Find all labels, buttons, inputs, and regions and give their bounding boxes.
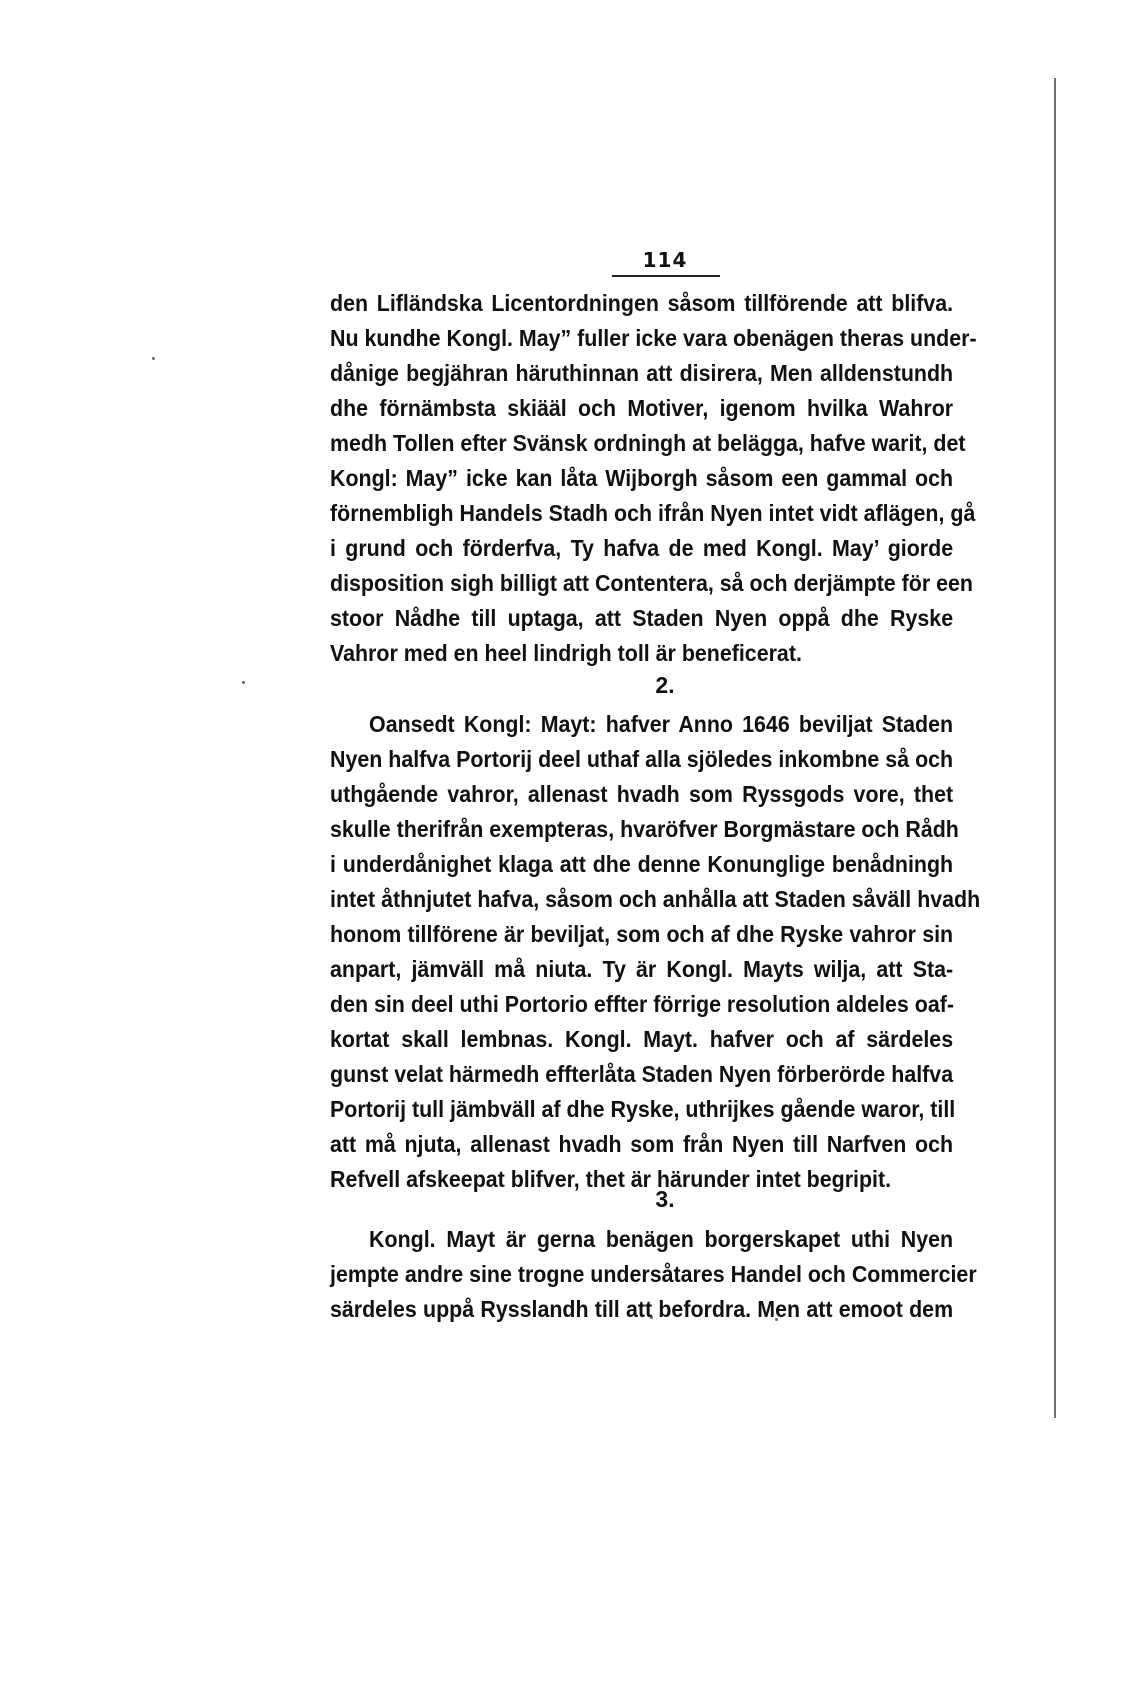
text-line: Nyen halfva Portorij deel uthaf alla sjöledes inkombne så och	[330, 746, 954, 772]
page-edge-line	[1054, 78, 1056, 1418]
page-number: 114	[642, 248, 688, 272]
text-line: stoor Nådhe till uptaga, att Staden Nyen oppå dhe Ryske	[330, 605, 954, 631]
text-line: Kongl: May” icke kan låta Wijborgh såsom een gammal och	[330, 465, 954, 491]
text-line: skulle therifrån exempteras, hvaröfver Borgmästare och Rådh	[330, 816, 959, 842]
text-line: intet åthnjutet hafva, såsom och anhålla att Staden såväll hvadh	[330, 886, 981, 912]
header-rule	[612, 275, 720, 277]
ink-speck	[152, 357, 155, 360]
text-line: uthgående vahror, allenast hvadh som Ryssgods vore, thet	[330, 781, 954, 807]
text-line: dånige begjähran häruthinnan att disirera, Men alldenstundh	[330, 360, 954, 386]
paragraph-3	[330, 1222, 977, 1327]
text-line: Vahror med en heel lindrigh toll är beneficerat.	[330, 640, 802, 666]
text-line: Refvell afskeepat blifver, thet är härunder intet begripit.	[330, 1166, 892, 1192]
text-line: Oansedt Kongl: Mayt: hafver Anno 1646 beviljat Staden	[369, 711, 954, 737]
page-number-header	[610, 248, 720, 272]
text-line: gunst velat härmedh effterlåta Staden Nyen förberörde halfva	[330, 1061, 954, 1087]
text-line: förnembligh Handels Stadh och ifrån Nyen intet vidt aflägen, gå	[330, 500, 976, 526]
text-line: anpart, jämväll må niuta. Ty är Kongl. Mayts wilja, att Sta-	[330, 956, 954, 982]
ink-speck	[242, 681, 245, 684]
text-line: Kongl. Mayt är gerna benägen borgerskapet uthi Nyen	[369, 1226, 954, 1252]
section-number-3: 3.	[655, 1186, 675, 1212]
text-line: jempte andre sine trogne undersåtares Handel och Commercier	[330, 1261, 977, 1287]
text-line: den Lifländska Licentordningen såsom tillförende att blifva.	[330, 290, 954, 316]
text-line: den sin deel uthi Portorio effter förrige resolution aldeles oaf-	[330, 991, 954, 1017]
text-line: honom tillförene är beviljat, som och af dhe Ryske vahror sin	[330, 921, 954, 947]
text-line: dhe förnämbsta skiääl och Motiver, igenom hvilka Wahror	[330, 395, 954, 421]
section-number-2: 2.	[655, 672, 675, 698]
text-line: i grund och förderfva, Ty hafva de med Kongl. May’ giorde	[330, 535, 954, 561]
text-line: att må njuta, allenast hvadh som från Nyen till Narfven och	[330, 1131, 954, 1157]
text-line: medh Tollen efter Svänsk ordningh at belägga, hafve warit, det	[330, 430, 966, 456]
text-line: Nu kundhe Kongl. May” fuller icke vara obenägen theras under-	[330, 325, 977, 351]
paragraph-2	[330, 707, 981, 1197]
text-line: disposition sigh billigt att Contentera, så och derjämpte för een	[330, 570, 973, 596]
text-line: i underdånighet klaga att dhe denne Konunglige benådningh	[330, 851, 954, 877]
text-line: särdeles uppå Rysslandh till att befordra. Men att emoot dem	[330, 1296, 954, 1322]
text-line: Portorij tull jämbväll af dhe Ryske, uthrijkes gående waror, till	[330, 1096, 956, 1122]
paragraph-1	[330, 286, 977, 671]
text-line: kortat skall lembnas. Kongl. Mayt. hafver och af särdeles	[330, 1026, 954, 1052]
